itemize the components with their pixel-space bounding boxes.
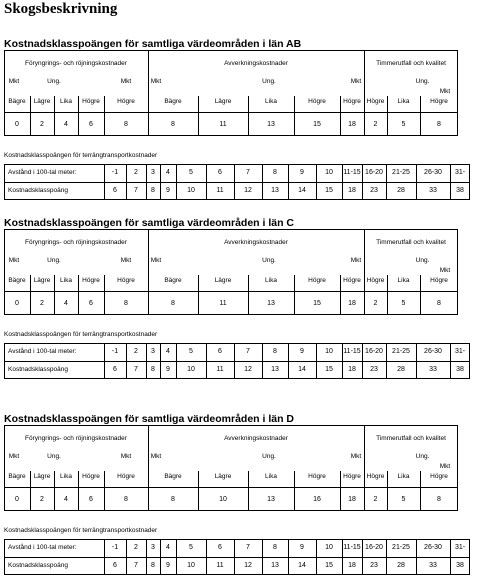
terrain-points: 33 [429, 187, 437, 194]
section-title: Kostnadsklasspoängen för samtliga värdeområden i län D [4, 413, 294, 425]
table-divider [148, 50, 149, 136]
terrain-distance: 21-25 [392, 544, 410, 551]
terrain-distance: 11-15 [343, 169, 361, 176]
level-label: Lika [397, 473, 410, 480]
column-separator [54, 471, 55, 511]
level-label: Högre [343, 473, 361, 480]
level-label: Lika [265, 473, 277, 480]
table-divider [148, 425, 149, 511]
column-separator [206, 164, 207, 200]
column-separator [340, 275, 341, 315]
column-separator [126, 539, 127, 575]
cost-value: 11 [219, 121, 227, 128]
level-label: Högre [343, 98, 361, 105]
terrain-distance: 26-30 [424, 544, 442, 551]
terrain-distance: 11-15 [343, 348, 361, 355]
terrain-points: 38 [456, 187, 464, 194]
terrain-points: 9 [166, 562, 170, 569]
level-label: Högre [82, 473, 100, 480]
terrain-points: 12 [244, 366, 252, 373]
scale-label: Mkt [120, 257, 132, 264]
level-label: Lika [265, 277, 277, 284]
column-separator [362, 164, 363, 200]
level-label: Högre [117, 277, 135, 284]
level-label: Högre [430, 277, 448, 284]
terrain-distance: 6 [218, 544, 222, 551]
cost-value: 13 [267, 496, 275, 503]
table-divider [364, 50, 365, 136]
cost-value: 5 [401, 121, 406, 128]
terrain-points: 12 [244, 187, 252, 194]
terrain-row-label: Avstånd i 100-tal meter: [8, 169, 77, 176]
terrain-distance: 8 [273, 348, 277, 355]
column-separator [416, 343, 417, 379]
level-label: Högre [308, 277, 326, 284]
level-label: Högre [308, 473, 326, 480]
terrain-points: 6 [113, 366, 117, 373]
column-separator [248, 471, 249, 511]
column-separator [288, 539, 289, 575]
terrain-distance: 7 [246, 169, 250, 176]
terrain-distance: 16-20 [365, 169, 383, 176]
level-label: Högre [82, 98, 100, 105]
column-separator [78, 96, 79, 136]
cost-value: 6 [89, 121, 93, 128]
scale-label: Mkt [439, 463, 451, 470]
level-label: Lägre [214, 98, 232, 105]
level-label: Högre [366, 98, 385, 105]
terrain-distance: 5 [189, 544, 193, 551]
column-separator [198, 96, 199, 136]
scale-label: Mkt [350, 453, 362, 460]
column-separator [450, 164, 451, 200]
column-separator [420, 96, 421, 136]
column-separator [234, 539, 235, 575]
table-row-line [4, 291, 458, 292]
terrain-distance: 7 [246, 544, 250, 551]
cost-value: 18 [348, 496, 356, 503]
terrain-points: 11 [216, 366, 224, 373]
terrain-row-label: Kostnadsklasspoäng [8, 366, 68, 373]
terrain-points: 8 [151, 187, 155, 194]
column-separator [126, 164, 127, 200]
level-label: Lika [265, 98, 277, 105]
group-header-timber-quality: Timmerutfall och kvalitet [376, 60, 446, 67]
scale-label: Ung. [262, 453, 276, 460]
column-separator [340, 96, 341, 136]
terrain-points: 13 [271, 187, 279, 194]
column-separator [316, 343, 317, 379]
scale-label: Mkt [150, 78, 162, 85]
terrain-points: 14 [298, 187, 306, 194]
column-separator [30, 275, 31, 315]
column-separator [104, 343, 105, 379]
column-separator [146, 343, 147, 379]
terrain-distance: 9 [300, 544, 304, 551]
scale-label: Mkt [8, 257, 20, 264]
cost-value: 5 [401, 300, 406, 307]
group-header-regeneration: Föryngrings- och röjningskostnader [25, 239, 127, 246]
group-header-regeneration: Föryngrings- och röjningskostnader [25, 435, 127, 442]
cost-value: 2 [373, 121, 378, 128]
terrain-points: 38 [456, 562, 464, 569]
level-label: Bägre [8, 277, 26, 284]
cost-value: 4 [64, 300, 68, 307]
terrain-distance: 9 [300, 348, 304, 355]
cost-value: 8 [171, 121, 175, 128]
column-separator [262, 164, 263, 200]
cost-value: 2 [40, 121, 44, 128]
column-separator [362, 539, 363, 575]
terrain-distance: 6 [218, 169, 222, 176]
terrain-distance: 5 [189, 348, 193, 355]
table-row-line [4, 361, 470, 362]
cost-value: 8 [124, 121, 128, 128]
terrain-points: 38 [456, 366, 464, 373]
terrain-points: 11 [216, 562, 224, 569]
cost-value: 2 [40, 300, 44, 307]
column-separator [387, 96, 388, 136]
cost-value: 2 [373, 496, 378, 503]
scale-label: Mkt [150, 453, 162, 460]
level-label: Högre [308, 98, 326, 105]
column-separator [387, 275, 388, 315]
cost-value: 16 [313, 496, 321, 503]
column-separator [176, 164, 177, 200]
table-row-line [4, 487, 458, 488]
terrain-distance: 9 [300, 169, 304, 176]
terrain-points: 15 [325, 187, 333, 194]
level-label: Lägre [33, 277, 51, 284]
scale-label: Mkt [439, 267, 451, 274]
level-label: Bägre [8, 473, 26, 480]
cost-value: 8 [171, 300, 175, 307]
level-label: Bägre [164, 277, 182, 284]
terrain-distance: 8 [273, 169, 277, 176]
terrain-points: 28 [397, 366, 405, 373]
terrain-points: 7 [134, 562, 138, 569]
terrain-points: 7 [134, 366, 138, 373]
terrain-points: 18 [348, 187, 356, 194]
column-separator [104, 96, 105, 136]
terrain-caption: Kostnadsklasspoängen för terrängtransportkostnader [4, 152, 158, 159]
column-separator [176, 539, 177, 575]
terrain-points: 8 [151, 562, 155, 569]
terrain-distance: 31- [454, 348, 466, 355]
level-label: Lägre [33, 473, 51, 480]
cost-value: 4 [64, 496, 68, 503]
column-separator [294, 275, 295, 315]
terrain-points: 18 [348, 562, 356, 569]
level-label: Lägre [214, 473, 232, 480]
terrain-distance: 10 [325, 544, 333, 551]
terrain-distance: 4 [166, 348, 170, 355]
page-title: Skogsbeskrivning [4, 1, 118, 17]
terrain-distance: 3 [151, 544, 155, 551]
column-separator [206, 539, 207, 575]
level-label: Lika [397, 98, 410, 105]
terrain-points: 23 [370, 562, 378, 569]
column-separator [288, 164, 289, 200]
terrain-points: 9 [166, 187, 170, 194]
column-separator [288, 343, 289, 379]
terrain-points: 10 [187, 562, 195, 569]
terrain-row-label: Kostnadsklasspoäng [8, 562, 68, 569]
column-separator [206, 343, 207, 379]
terrain-distance: 10 [325, 348, 333, 355]
group-header-regeneration: Föryngrings- och röjningskostnader [25, 60, 127, 67]
column-separator [30, 471, 31, 511]
cost-value: 2 [40, 496, 44, 503]
cost-value: 5 [401, 496, 406, 503]
cost-value: 13 [267, 300, 275, 307]
terrain-points: 10 [187, 187, 195, 194]
column-separator [262, 539, 263, 575]
section-title: Kostnadsklasspoängen för samtliga värdeområden i län C [4, 217, 294, 229]
terrain-distance: 8 [273, 544, 277, 551]
column-separator [416, 164, 417, 200]
cost-value: 6 [89, 496, 93, 503]
column-separator [160, 343, 161, 379]
column-separator [126, 343, 127, 379]
column-separator [420, 275, 421, 315]
group-header-harvesting: Avverkningskostnader [224, 60, 288, 67]
column-separator [30, 96, 31, 136]
column-separator [176, 343, 177, 379]
terrain-caption: Kostnadsklasspoängen för terrängtransportkostnader [4, 527, 158, 534]
level-label: Högre [117, 98, 135, 105]
cost-value: 8 [437, 496, 441, 503]
scale-label: Mkt [350, 257, 362, 264]
scale-label: Ung. [47, 257, 61, 264]
level-label: Bägre [164, 98, 182, 105]
terrain-points: 10 [187, 366, 195, 373]
level-label: Bägre [164, 473, 182, 480]
terrain-distance: 11-15 [343, 544, 361, 551]
column-separator [316, 164, 317, 200]
scale-label: Mkt [439, 88, 451, 95]
terrain-distance: 21-25 [392, 348, 410, 355]
terrain-points: 33 [429, 562, 437, 569]
cost-value: 8 [171, 496, 175, 503]
scale-label: Ung. [47, 453, 61, 460]
column-separator [294, 96, 295, 136]
terrain-distance: -1 [111, 544, 119, 551]
cost-value: 15 [313, 300, 321, 307]
terrain-distance: 2 [134, 544, 138, 551]
group-header-timber-quality: Timmerutfall och kvalitet [376, 239, 446, 246]
section-title: Kostnadsklasspoängen för samtliga värdeområden i län AB [4, 38, 302, 50]
column-separator [362, 343, 363, 379]
table-row-line [4, 182, 470, 183]
column-separator [294, 471, 295, 511]
level-label: Lika [60, 98, 72, 105]
column-separator [104, 539, 105, 575]
table-divider [364, 229, 365, 315]
column-separator [160, 164, 161, 200]
terrain-distance: 16-20 [365, 348, 383, 355]
terrain-distance: 5 [189, 169, 193, 176]
terrain-row-label: Avstånd i 100-tal meter: [8, 544, 77, 551]
group-header-harvesting: Avverkningskostnader [224, 435, 288, 442]
cost-value: 8 [124, 300, 128, 307]
table-row-line [4, 557, 470, 558]
column-separator [450, 343, 451, 379]
level-label: Högre [430, 473, 448, 480]
scale-label: Mkt [8, 453, 20, 460]
level-label: Högre [430, 98, 448, 105]
terrain-points: 9 [166, 366, 170, 373]
level-label: Bägre [8, 98, 26, 105]
terrain-points: 13 [271, 366, 279, 373]
terrain-points: 28 [397, 187, 405, 194]
terrain-distance: 6 [218, 348, 222, 355]
column-separator [262, 343, 263, 379]
scale-label: Ung. [415, 257, 430, 264]
terrain-points: 23 [370, 366, 378, 373]
column-separator [420, 471, 421, 511]
terrain-distance: 3 [151, 348, 155, 355]
terrain-points: 18 [348, 366, 356, 373]
terrain-distance: 2 [134, 169, 138, 176]
level-label: Högre [82, 277, 100, 284]
table-row-line [4, 112, 458, 113]
terrain-distance: 26-30 [424, 169, 442, 176]
column-separator [386, 539, 387, 575]
column-separator [248, 96, 249, 136]
column-separator [416, 539, 417, 575]
column-separator [198, 275, 199, 315]
column-separator [234, 164, 235, 200]
table-divider [364, 425, 365, 511]
cost-value: 4 [64, 121, 68, 128]
terrain-points: 13 [271, 562, 279, 569]
terrain-points: 15 [325, 562, 333, 569]
cost-value: 18 [348, 121, 356, 128]
level-label: Högre [366, 473, 385, 480]
column-separator [104, 164, 105, 200]
terrain-distance: -1 [111, 348, 119, 355]
column-separator [340, 471, 341, 511]
terrain-distance: 10 [325, 169, 333, 176]
terrain-distance: 31- [454, 544, 466, 551]
cost-value: 8 [124, 496, 128, 503]
cost-value: 13 [267, 121, 275, 128]
terrain-distance: 7 [246, 348, 250, 355]
level-label: Högre [343, 277, 361, 284]
table-divider [148, 229, 149, 315]
level-label: Lika [60, 473, 72, 480]
column-separator [386, 164, 387, 200]
cost-value: 0 [15, 300, 19, 307]
column-separator [78, 275, 79, 315]
group-header-harvesting: Avverkningskostnader [224, 239, 288, 246]
terrain-distance: 21-25 [392, 169, 410, 176]
column-separator [160, 539, 161, 575]
scale-label: Ung. [415, 78, 430, 85]
terrain-points: 8 [151, 366, 155, 373]
scale-label: Mkt [350, 78, 362, 85]
terrain-points: 7 [134, 187, 138, 194]
column-separator [450, 539, 451, 575]
scale-label: Mkt [8, 78, 20, 85]
column-separator [54, 96, 55, 136]
level-label: Högre [117, 473, 135, 480]
level-label: Lika [60, 277, 72, 284]
terrain-points: 14 [298, 562, 306, 569]
terrain-points: 6 [113, 187, 117, 194]
scale-label: Ung. [262, 78, 276, 85]
column-separator [316, 539, 317, 575]
cost-value: 0 [15, 496, 19, 503]
terrain-points: 23 [370, 187, 378, 194]
terrain-distance: 2 [134, 348, 138, 355]
terrain-points: 6 [113, 562, 117, 569]
terrain-points: 28 [397, 562, 405, 569]
column-separator [104, 471, 105, 511]
terrain-points: 11 [216, 187, 224, 194]
column-separator [54, 275, 55, 315]
scale-label: Ung. [415, 453, 430, 460]
scale-label: Mkt [150, 257, 162, 264]
cost-value: 10 [219, 496, 227, 503]
column-separator [387, 471, 388, 511]
cost-value: 11 [219, 300, 227, 307]
column-separator [104, 275, 105, 315]
terrain-caption: Kostnadsklasspoängen för terrängtransportkostnader [4, 331, 158, 338]
terrain-points: 15 [325, 366, 333, 373]
group-header-timber-quality: Timmerutfall och kvalitet [376, 435, 446, 442]
terrain-row-label: Kostnadsklasspoäng [8, 187, 68, 194]
cost-value: 6 [89, 300, 93, 307]
column-separator [198, 471, 199, 511]
column-separator [386, 343, 387, 379]
cost-value: 2 [373, 300, 378, 307]
column-separator [248, 275, 249, 315]
scale-label: Mkt [120, 78, 132, 85]
column-separator [78, 471, 79, 511]
cost-value: 8 [437, 121, 441, 128]
terrain-distance: 26-30 [424, 348, 442, 355]
scale-label: Mkt [120, 453, 132, 460]
cost-value: 8 [437, 300, 441, 307]
terrain-distance: 16-20 [365, 544, 383, 551]
level-label: Högre [366, 277, 385, 284]
terrain-distance: 4 [166, 169, 170, 176]
terrain-distance: -1 [111, 169, 119, 176]
cost-value: 18 [348, 300, 356, 307]
terrain-distance: 3 [151, 169, 155, 176]
column-separator [146, 539, 147, 575]
terrain-distance: 4 [166, 544, 170, 551]
terrain-distance: 31- [454, 169, 466, 176]
level-label: Lägre [214, 277, 232, 284]
scale-label: Ung. [47, 78, 61, 85]
column-separator [146, 164, 147, 200]
terrain-points: 12 [244, 562, 252, 569]
cost-value: 0 [15, 121, 19, 128]
level-label: Lika [397, 277, 410, 284]
terrain-points: 33 [429, 366, 437, 373]
terrain-points: 14 [298, 366, 306, 373]
cost-value: 15 [313, 121, 321, 128]
level-label: Lägre [33, 98, 51, 105]
terrain-row-label: Avstånd i 100-tal meter: [8, 348, 77, 355]
scale-label: Ung. [262, 257, 276, 264]
column-separator [234, 343, 235, 379]
